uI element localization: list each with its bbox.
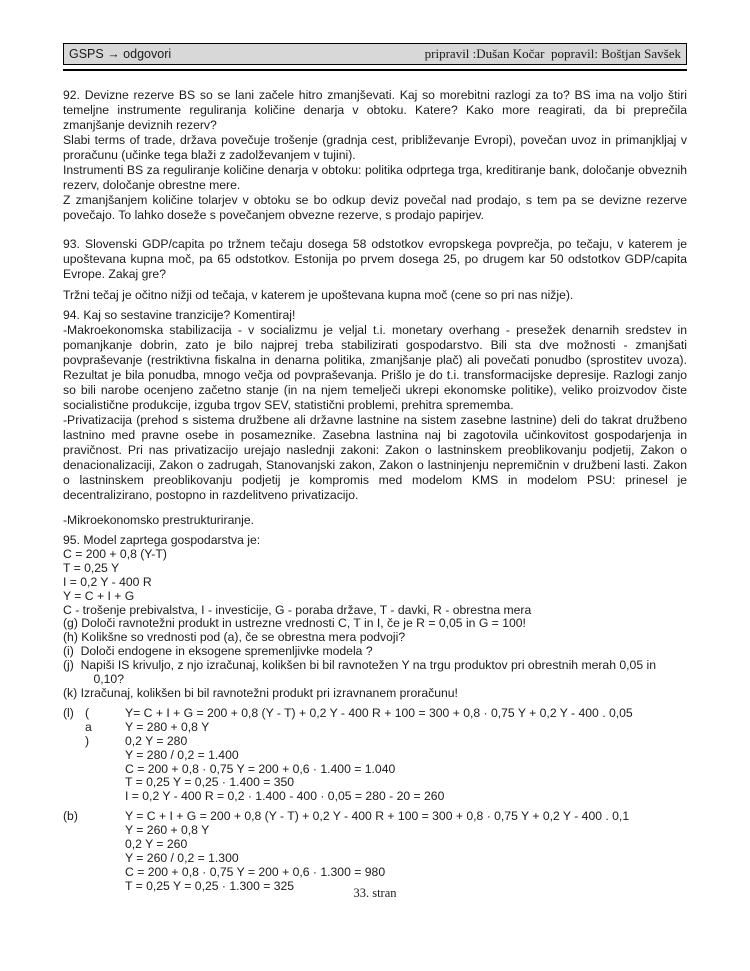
- answer-93-block: [63, 288, 687, 303]
- equation-line: 0,2 Y = 260: [125, 837, 188, 852]
- q93-question: 93. Slovenski GDP/capita po tržnem tečaju dosega 58 odstotkov evropskega povprečja, po tečaju, v katerem je upoštevana kupna moč, pa 65 odstotkov. Estonija po prvem dosega 25, po drugem kar 50 odstotkov GDP/capita Evrope. Zakaj gre?: [63, 237, 687, 281]
- solution-b-row: [63, 866, 687, 880]
- solution-a-sublabel: a: [85, 719, 92, 734]
- equation-line: Y = 280 + 0,8 Y: [125, 719, 210, 734]
- equation-line: C = 200 + 0,8 · 0,75 Y = 200 + 0,6 · 1.400 = 1.040: [125, 761, 396, 776]
- spacer: [85, 763, 125, 777]
- q94-paragraph-micro-block: [63, 513, 687, 528]
- header-title: GSPS → odgovori: [69, 47, 172, 61]
- header-credits: pripravil :Dušan Kočar popravil: Boštjan Savšek: [424, 46, 681, 61]
- spacer: [85, 776, 125, 790]
- solution-a-row: [63, 776, 687, 790]
- spacer: [63, 790, 85, 804]
- solution-b-block: [63, 810, 687, 893]
- q95-model-line: Y = C + I + G: [63, 588, 135, 603]
- q92-question: 92. Devizne rezerve BS so se lani začele hitro zmanjševati. Kaj so morebitni razlogi za to? BS ima na voljo štiri temeljne instrumente reguliranja količine denarja v obtoku. Katere? Kako more reagirati, da bi preprečila zmanjšanje deviznih rezerv?: [63, 88, 687, 132]
- q95-item-i: (i) Določi endogene in eksogene spremenljivke modela ?: [63, 644, 373, 659]
- q93-answer: Tržni tečaj je očitno nižji od tečaja, v katerem je upoštevana kupna moč (cene so pri nas nižje).: [63, 288, 574, 302]
- q95-title: 95. Model zaprtega gospodarstva je:: [63, 533, 261, 547]
- q94-paragraph-privatization: -Privatizacija (prehod s sistema družbene ali državne lastnine na sistem zasebne lastnine) deli do takrat družbeno lastnino med pravne osebe in posameznike. Zasebna lastnina naj bi zagotovila učinkovitost gospodarjenja in pravičnost. Pri nas privatizacijo urejajo naslednji zakoni: Zakon o lastninskem preoblikovanju podjetij, Zakon o denacionalizaciji, Zakon o zadrugah, Stanovanjski zakon, Zakon o lastninjenju nepremičnin v družbeni lasti. Zakon o lastninskem preoblikovanju podjetij je kompromis med modelom KMS in modelom PSU: prinesel je decentralizirano, postopno in razdelitveno privatizacijo.: [63, 413, 687, 502]
- q95-legend: C - trošenje prebivalstva, I - investicije, G - poraba države, T - davki, R - obrestna mera: [63, 602, 532, 617]
- q95-item-h: (h) Kolikšne so vrednosti pod (a), če se obrestna mera podvoji?: [63, 630, 406, 645]
- equation-line: Y = 280 / 0,2 = 1.400: [125, 747, 239, 762]
- equation-line: Y = 260 / 0,2 = 1.300: [125, 850, 239, 865]
- q95-model-line: I = 0,2 Y - 400 R: [63, 574, 152, 589]
- equation-line: T = 0,25 Y = 0,25 · 1.400 = 350: [125, 775, 295, 790]
- solution-a-sublabel: ): [85, 733, 90, 748]
- equation-line: Y = C + I + G = 200 + 0,8 (Y - T) + 0,2 Y - 400 R + 100 = 300 + 0,8 · 0,75 Y + 0,2 Y - 400 . 0,1: [125, 809, 630, 824]
- q92-answer-1: Slabi terms of trade, država povečuje trošenje (gradnja cest, približevanje Evropi), povečan uvoz in primanjkljaj v proračunu (učinke tega blaži z zadolževanjem v tujini).: [63, 133, 687, 162]
- spacer: [85, 749, 125, 763]
- solution-a-row: [63, 763, 687, 777]
- solution-b-row: [63, 824, 687, 838]
- spacer: [63, 776, 85, 790]
- solution-a-row: [63, 735, 687, 749]
- solution-b-row: [63, 810, 687, 824]
- spacer: [85, 790, 125, 804]
- solution-b-row: [63, 838, 687, 852]
- solution-b-row: [63, 852, 687, 866]
- equation-line: 0,2 Y = 280: [125, 733, 188, 748]
- solution-a-block: [63, 707, 687, 804]
- solution-a-sublabel: (: [85, 705, 90, 720]
- q92-answer-2: Instrumenti BS za reguliranje količine denarja v obtoku: politika odprtega trga, kreditiranje bank, določanje obveznih rezerv, določanje obrestne mere.: [63, 163, 687, 192]
- spacer: [63, 824, 125, 838]
- equation-line: I = 0,2 Y - 400 R = 0,2 · 1.400 - 400 · 0,05 = 280 - 20 = 260: [125, 789, 445, 804]
- equation-line: Y= C + I + G = 200 + 0,8 (Y - T) + 0,2 Y - 400 R + 100 = 300 + 0,8 · 0,75 Y + 0,2 Y - 400 . 0,05: [125, 705, 633, 720]
- header-rule: [63, 69, 687, 71]
- solution-a-row: [63, 721, 687, 735]
- page-header: [63, 43, 687, 65]
- q95-item-k: (k) Izračunaj, kolikšen bi bil ravnotežni produkt pri izravnanem proračunu!: [63, 685, 458, 700]
- q95-item-g: (g) Določi ravnotežni produkt in ustrezne vrednosti C, T in I, če je R = 0,05 in G = 100!: [63, 616, 526, 631]
- solution-a-label: (l): [63, 705, 74, 720]
- page-number: 33. stran: [353, 886, 397, 900]
- equation-line: C = 200 + 0,8 · 0,75 Y = 200 + 0,6 · 1.300 = 980: [125, 864, 386, 879]
- spacer: [63, 852, 125, 866]
- document-body: [63, 88, 687, 894]
- equation-line: T = 0,25 Y = 0,25 · 1.300 = 325: [125, 878, 295, 893]
- equation-line: Y = 260 + 0,8 Y: [125, 823, 210, 838]
- page-footer: [0, 886, 750, 901]
- q95-item-j: (j) Napiši IS krivuljo, z njo izračunaj, kolikšen bi bil ravnotežen Y na trgu produktov pri obrestnih merah 0,05 in: [63, 658, 656, 673]
- spacer: [63, 721, 85, 735]
- question-92-block: [63, 88, 687, 223]
- question-94-block: [63, 308, 687, 503]
- solution-b-label: (b): [63, 809, 78, 824]
- q95-item-j-wrap: 0,10?: [63, 672, 124, 687]
- spacer: [63, 838, 125, 852]
- question-93-block: [63, 237, 687, 282]
- q92-answer-3: Z zmanjšanjem količine tolarjev v obtoku se bo odkup deviz povečal nad prodajo, s tem pa se devizne rezerve povečajo. To lahko doseže s povečanjem obvezne rezerve, s prodajo papirjev.: [63, 193, 687, 222]
- spacer: [63, 866, 125, 880]
- solution-a-row: [63, 707, 687, 721]
- spacer: [63, 749, 85, 763]
- q95-model-line: T = 0,25 Y: [63, 560, 120, 575]
- q95-model-line: C = 200 + 0,8 (Y-T): [63, 546, 167, 561]
- q94-title: 94. Kaj so sestavine tranzicije? Komentiraj!: [63, 308, 296, 322]
- spacer: [63, 763, 85, 777]
- solution-a-row: [63, 790, 687, 804]
- question-95-block: [63, 534, 687, 701]
- solution-a-row: [63, 749, 687, 763]
- q94-paragraph-micro: -Mikroekonomsko prestrukturiranje.: [63, 513, 255, 527]
- q94-paragraph-macro: -Makroekonomska stabilizacija - v socializmu je veljal t.i. monetary overhang - presežek denarnih sredstev in pomanjkanje dobrin, zato je bilo najprej treba stabilizirati gospodarstvo. Bili sta dve možnosti - zmanjšati povpraševanje (restriktivna fiskalna in denarna politika, zmanjšanje plač) ali povečati ponudbo (sprostitev uvoza). Rezultat je bila ponudba, mnogo večja od povpraševanja. Prišlo je do t.i. transformacijske depresije. Razlogi zanjo so bili narobe ocenjeno začetno stanje (in na njem temelječi ukrepi ekonomske politike), veliko proizvodov čiste socialistične produkcije, izguba trgov SEV, statistični problemi, prehitra sprememba.: [63, 323, 687, 412]
- spacer: [63, 735, 85, 749]
